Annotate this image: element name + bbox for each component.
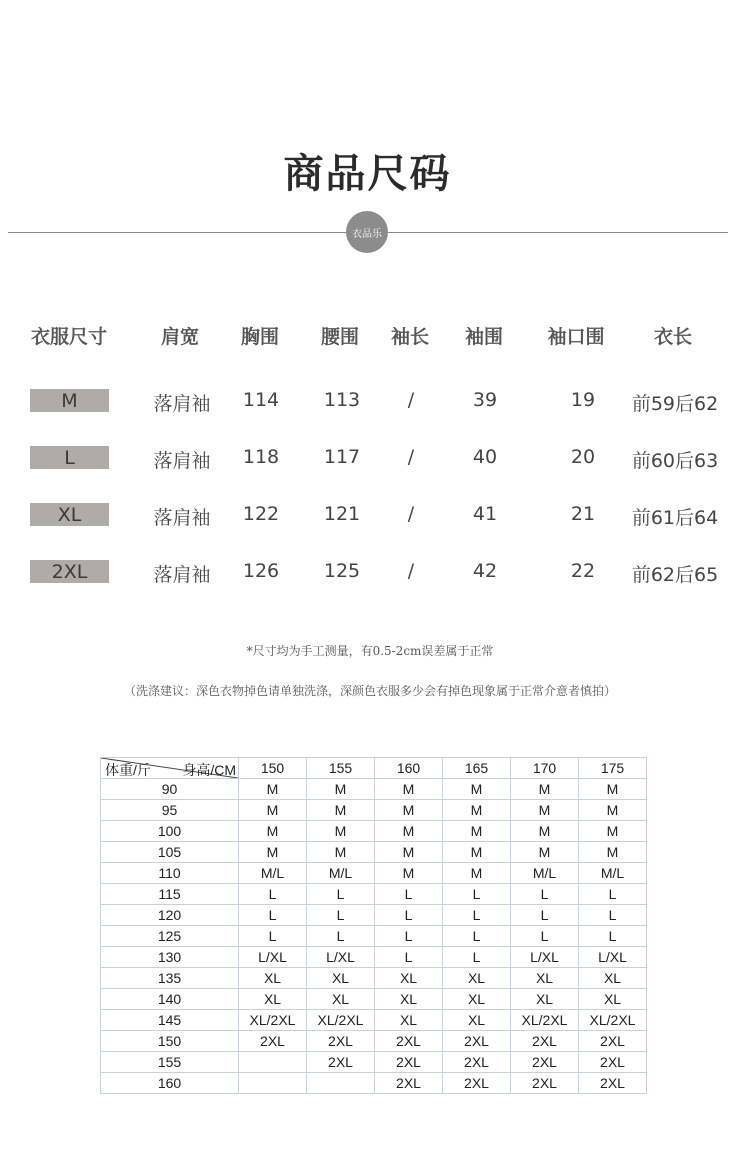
row-2xl-length: 前62后65 bbox=[631, 564, 719, 586]
row-xl-chest: 122 bbox=[242, 503, 280, 525]
measure-note: *尺寸均为手工测量，有0.5-2cm误差属于正常 bbox=[246, 644, 494, 658]
row-2xl-shoulder: 落肩袖 bbox=[153, 564, 211, 586]
size-cell: 2XL bbox=[375, 1031, 443, 1052]
size-cell: XL/2XL bbox=[579, 1010, 647, 1031]
header-sleeve: 袖长 bbox=[390, 326, 430, 348]
size-cell: M bbox=[443, 821, 511, 842]
height-axis-label: 身高/CM bbox=[182, 762, 236, 778]
height-header: 175 bbox=[579, 758, 647, 779]
size-cell: M bbox=[443, 779, 511, 800]
height-header: 150 bbox=[239, 758, 307, 779]
row-xl-shoulder: 落肩袖 bbox=[153, 507, 211, 529]
size-cell: M bbox=[443, 863, 511, 884]
size-cell: L bbox=[307, 926, 375, 947]
size-cell: M bbox=[511, 779, 579, 800]
table-row bbox=[101, 947, 647, 968]
size-cell: L bbox=[375, 884, 443, 905]
row-m-shoulder: 落肩袖 bbox=[153, 393, 211, 415]
row-xl-arm: 41 bbox=[472, 503, 498, 525]
size-cell: L bbox=[511, 884, 579, 905]
wash-note: （洗涤建议：深色衣物掉色请单独洗涤，深颜色衣服多少会有掉色现象属于正常介意者慎拍） bbox=[123, 684, 616, 698]
table-row bbox=[101, 1031, 647, 1052]
size-cell: 2XL bbox=[443, 1073, 511, 1094]
weight-cell: 90 bbox=[101, 779, 239, 800]
row-xl-sleeve: / bbox=[407, 503, 415, 525]
size-chip-m: M bbox=[30, 389, 109, 412]
table-row bbox=[101, 926, 647, 947]
size-cell: L bbox=[443, 884, 511, 905]
size-cell: XL bbox=[307, 968, 375, 989]
size-cell: 2XL bbox=[511, 1052, 579, 1073]
table-row bbox=[101, 968, 647, 989]
size-cell: L/XL bbox=[511, 947, 579, 968]
size-chip-l: L bbox=[30, 446, 109, 469]
size-cell: L/XL bbox=[307, 947, 375, 968]
table-row bbox=[101, 842, 647, 863]
row-xl-waist: 121 bbox=[323, 503, 361, 525]
size-cell: M bbox=[239, 779, 307, 800]
size-cell: M bbox=[579, 800, 647, 821]
size-cell: 2XL bbox=[307, 1031, 375, 1052]
size-cell: XL bbox=[511, 989, 579, 1010]
size-cell: 2XL bbox=[307, 1052, 375, 1073]
size-cell: M/L bbox=[511, 863, 579, 884]
size-cell: L bbox=[443, 926, 511, 947]
size-cell: M/L bbox=[579, 863, 647, 884]
size-cell: L bbox=[375, 926, 443, 947]
size-cell: 2XL bbox=[375, 1073, 443, 1094]
height-header: 155 bbox=[307, 758, 375, 779]
size-cell: L bbox=[239, 884, 307, 905]
row-m-chest: 114 bbox=[242, 389, 280, 411]
size-cell: M bbox=[239, 800, 307, 821]
size-cell: L bbox=[375, 947, 443, 968]
header-chest: 胸围 bbox=[240, 326, 280, 348]
size-cell: M bbox=[443, 800, 511, 821]
size-cell: L/XL bbox=[579, 947, 647, 968]
size-cell: L bbox=[579, 905, 647, 926]
size-cell: L bbox=[375, 905, 443, 926]
header-arm: 袖围 bbox=[464, 326, 504, 348]
row-l-length: 前60后63 bbox=[631, 450, 719, 472]
size-cell: XL/2XL bbox=[307, 1010, 375, 1031]
weight-cell: 115 bbox=[101, 884, 239, 905]
size-cell: L/XL bbox=[239, 947, 307, 968]
table-header-row bbox=[101, 758, 647, 779]
weight-cell: 145 bbox=[101, 1010, 239, 1031]
size-cell: M bbox=[307, 800, 375, 821]
size-cell: L bbox=[511, 926, 579, 947]
row-2xl-cuff: 22 bbox=[570, 560, 596, 582]
size-cell: XL bbox=[579, 968, 647, 989]
height-header: 170 bbox=[511, 758, 579, 779]
weight-cell: 110 bbox=[101, 863, 239, 884]
weight-cell: 130 bbox=[101, 947, 239, 968]
page-title: 商品尺码 bbox=[283, 151, 452, 197]
size-cell: XL bbox=[579, 989, 647, 1010]
size-cell: 2XL bbox=[443, 1052, 511, 1073]
size-cell: XL bbox=[375, 1010, 443, 1031]
size-cell: M bbox=[375, 842, 443, 863]
table-row bbox=[101, 800, 647, 821]
weight-cell: 150 bbox=[101, 1031, 239, 1052]
row-xl-length: 前61后64 bbox=[631, 507, 719, 529]
size-cell: L bbox=[239, 926, 307, 947]
size-cell: XL bbox=[239, 968, 307, 989]
row-m-waist: 113 bbox=[323, 389, 361, 411]
row-m-sleeve: / bbox=[407, 389, 415, 411]
weight-cell: 155 bbox=[101, 1052, 239, 1073]
row-l-sleeve: / bbox=[407, 446, 415, 468]
table-row bbox=[101, 863, 647, 884]
row-l-waist: 117 bbox=[323, 446, 361, 468]
size-cell: 2XL bbox=[579, 1031, 647, 1052]
header-shoulder: 肩宽 bbox=[160, 326, 200, 348]
size-cell: M bbox=[307, 779, 375, 800]
header-length: 衣长 bbox=[653, 326, 693, 348]
size-cell: XL bbox=[307, 989, 375, 1010]
weight-cell: 120 bbox=[101, 905, 239, 926]
row-l-chest: 118 bbox=[242, 446, 280, 468]
size-cell: L bbox=[511, 905, 579, 926]
brand-badge: 衣品乐 bbox=[346, 211, 388, 253]
size-cell: M/L bbox=[307, 863, 375, 884]
size-cell: L bbox=[579, 926, 647, 947]
size-cell: 2XL bbox=[511, 1073, 579, 1094]
size-cell: M bbox=[511, 842, 579, 863]
size-cell: XL bbox=[239, 989, 307, 1010]
size-cell: L bbox=[443, 905, 511, 926]
row-2xl-arm: 42 bbox=[472, 560, 498, 582]
height-header: 165 bbox=[443, 758, 511, 779]
header-cuff: 袖口围 bbox=[547, 326, 605, 348]
size-cell: M bbox=[307, 821, 375, 842]
size-cell: M bbox=[375, 800, 443, 821]
row-l-cuff: 20 bbox=[570, 446, 596, 468]
table-row bbox=[101, 779, 647, 800]
height-header: 160 bbox=[375, 758, 443, 779]
size-chip-2xl: 2XL bbox=[30, 560, 109, 583]
size-cell: XL bbox=[511, 968, 579, 989]
table-row bbox=[101, 884, 647, 905]
size-cell: XL bbox=[375, 989, 443, 1010]
size-cell: M bbox=[579, 842, 647, 863]
size-cell: M bbox=[511, 821, 579, 842]
size-cell: XL bbox=[443, 968, 511, 989]
size-cell: XL/2XL bbox=[239, 1010, 307, 1031]
size-cell: M bbox=[375, 863, 443, 884]
size-cell: M/L bbox=[239, 863, 307, 884]
size-cell: M bbox=[307, 842, 375, 863]
size-cell: M bbox=[579, 779, 647, 800]
table-row bbox=[101, 1010, 647, 1031]
size-cell: XL bbox=[375, 968, 443, 989]
corner-cell bbox=[101, 758, 239, 779]
table-row bbox=[101, 1052, 647, 1073]
weight-cell: 160 bbox=[101, 1073, 239, 1094]
weight-cell: 100 bbox=[101, 821, 239, 842]
size-cell: M bbox=[375, 779, 443, 800]
row-m-arm: 39 bbox=[472, 389, 498, 411]
size-cell: M bbox=[239, 821, 307, 842]
row-xl-cuff: 21 bbox=[570, 503, 596, 525]
size-cell: M bbox=[375, 821, 443, 842]
size-cell: 2XL bbox=[375, 1052, 443, 1073]
row-m-cuff: 19 bbox=[570, 389, 596, 411]
size-cell: M bbox=[239, 842, 307, 863]
size-cell: 2XL bbox=[579, 1073, 647, 1094]
row-m-length: 前59后62 bbox=[631, 393, 719, 415]
size-cell: 2XL bbox=[579, 1052, 647, 1073]
table-row bbox=[101, 989, 647, 1010]
row-2xl-chest: 126 bbox=[242, 560, 280, 582]
size-cell: 2XL bbox=[239, 1031, 307, 1052]
size-cell: XL bbox=[443, 1010, 511, 1031]
weight-cell: 95 bbox=[101, 800, 239, 821]
size-cell: L bbox=[307, 884, 375, 905]
size-recommendation-table bbox=[100, 757, 647, 1094]
row-2xl-sleeve: / bbox=[407, 560, 415, 582]
size-cell: L bbox=[579, 884, 647, 905]
size-cell: L bbox=[239, 905, 307, 926]
table-row bbox=[101, 905, 647, 926]
weight-cell: 105 bbox=[101, 842, 239, 863]
size-cell: 2XL bbox=[443, 1031, 511, 1052]
size-cell: M bbox=[511, 800, 579, 821]
size-cell: M bbox=[579, 821, 647, 842]
weight-cell: 140 bbox=[101, 989, 239, 1010]
size-table-body bbox=[101, 779, 647, 1094]
weight-cell: 135 bbox=[101, 968, 239, 989]
size-cell: M bbox=[443, 842, 511, 863]
header-waist: 腰围 bbox=[320, 326, 360, 348]
size-cell: L bbox=[443, 947, 511, 968]
row-2xl-waist: 125 bbox=[323, 560, 361, 582]
header-size: 衣服尺寸 bbox=[30, 326, 108, 348]
row-l-arm: 40 bbox=[472, 446, 498, 468]
size-cell: XL/2XL bbox=[511, 1010, 579, 1031]
weight-axis-label: 体重/斤 bbox=[105, 762, 151, 778]
size-cell bbox=[239, 1052, 307, 1073]
size-cell: L bbox=[307, 905, 375, 926]
size-cell: XL bbox=[443, 989, 511, 1010]
weight-cell: 125 bbox=[101, 926, 239, 947]
size-cell: 2XL bbox=[511, 1031, 579, 1052]
size-chip-xl: XL bbox=[30, 503, 109, 526]
size-cell bbox=[239, 1073, 307, 1094]
size-cell bbox=[307, 1073, 375, 1094]
row-l-shoulder: 落肩袖 bbox=[153, 450, 211, 472]
table-row bbox=[101, 1073, 647, 1094]
table-row bbox=[101, 821, 647, 842]
